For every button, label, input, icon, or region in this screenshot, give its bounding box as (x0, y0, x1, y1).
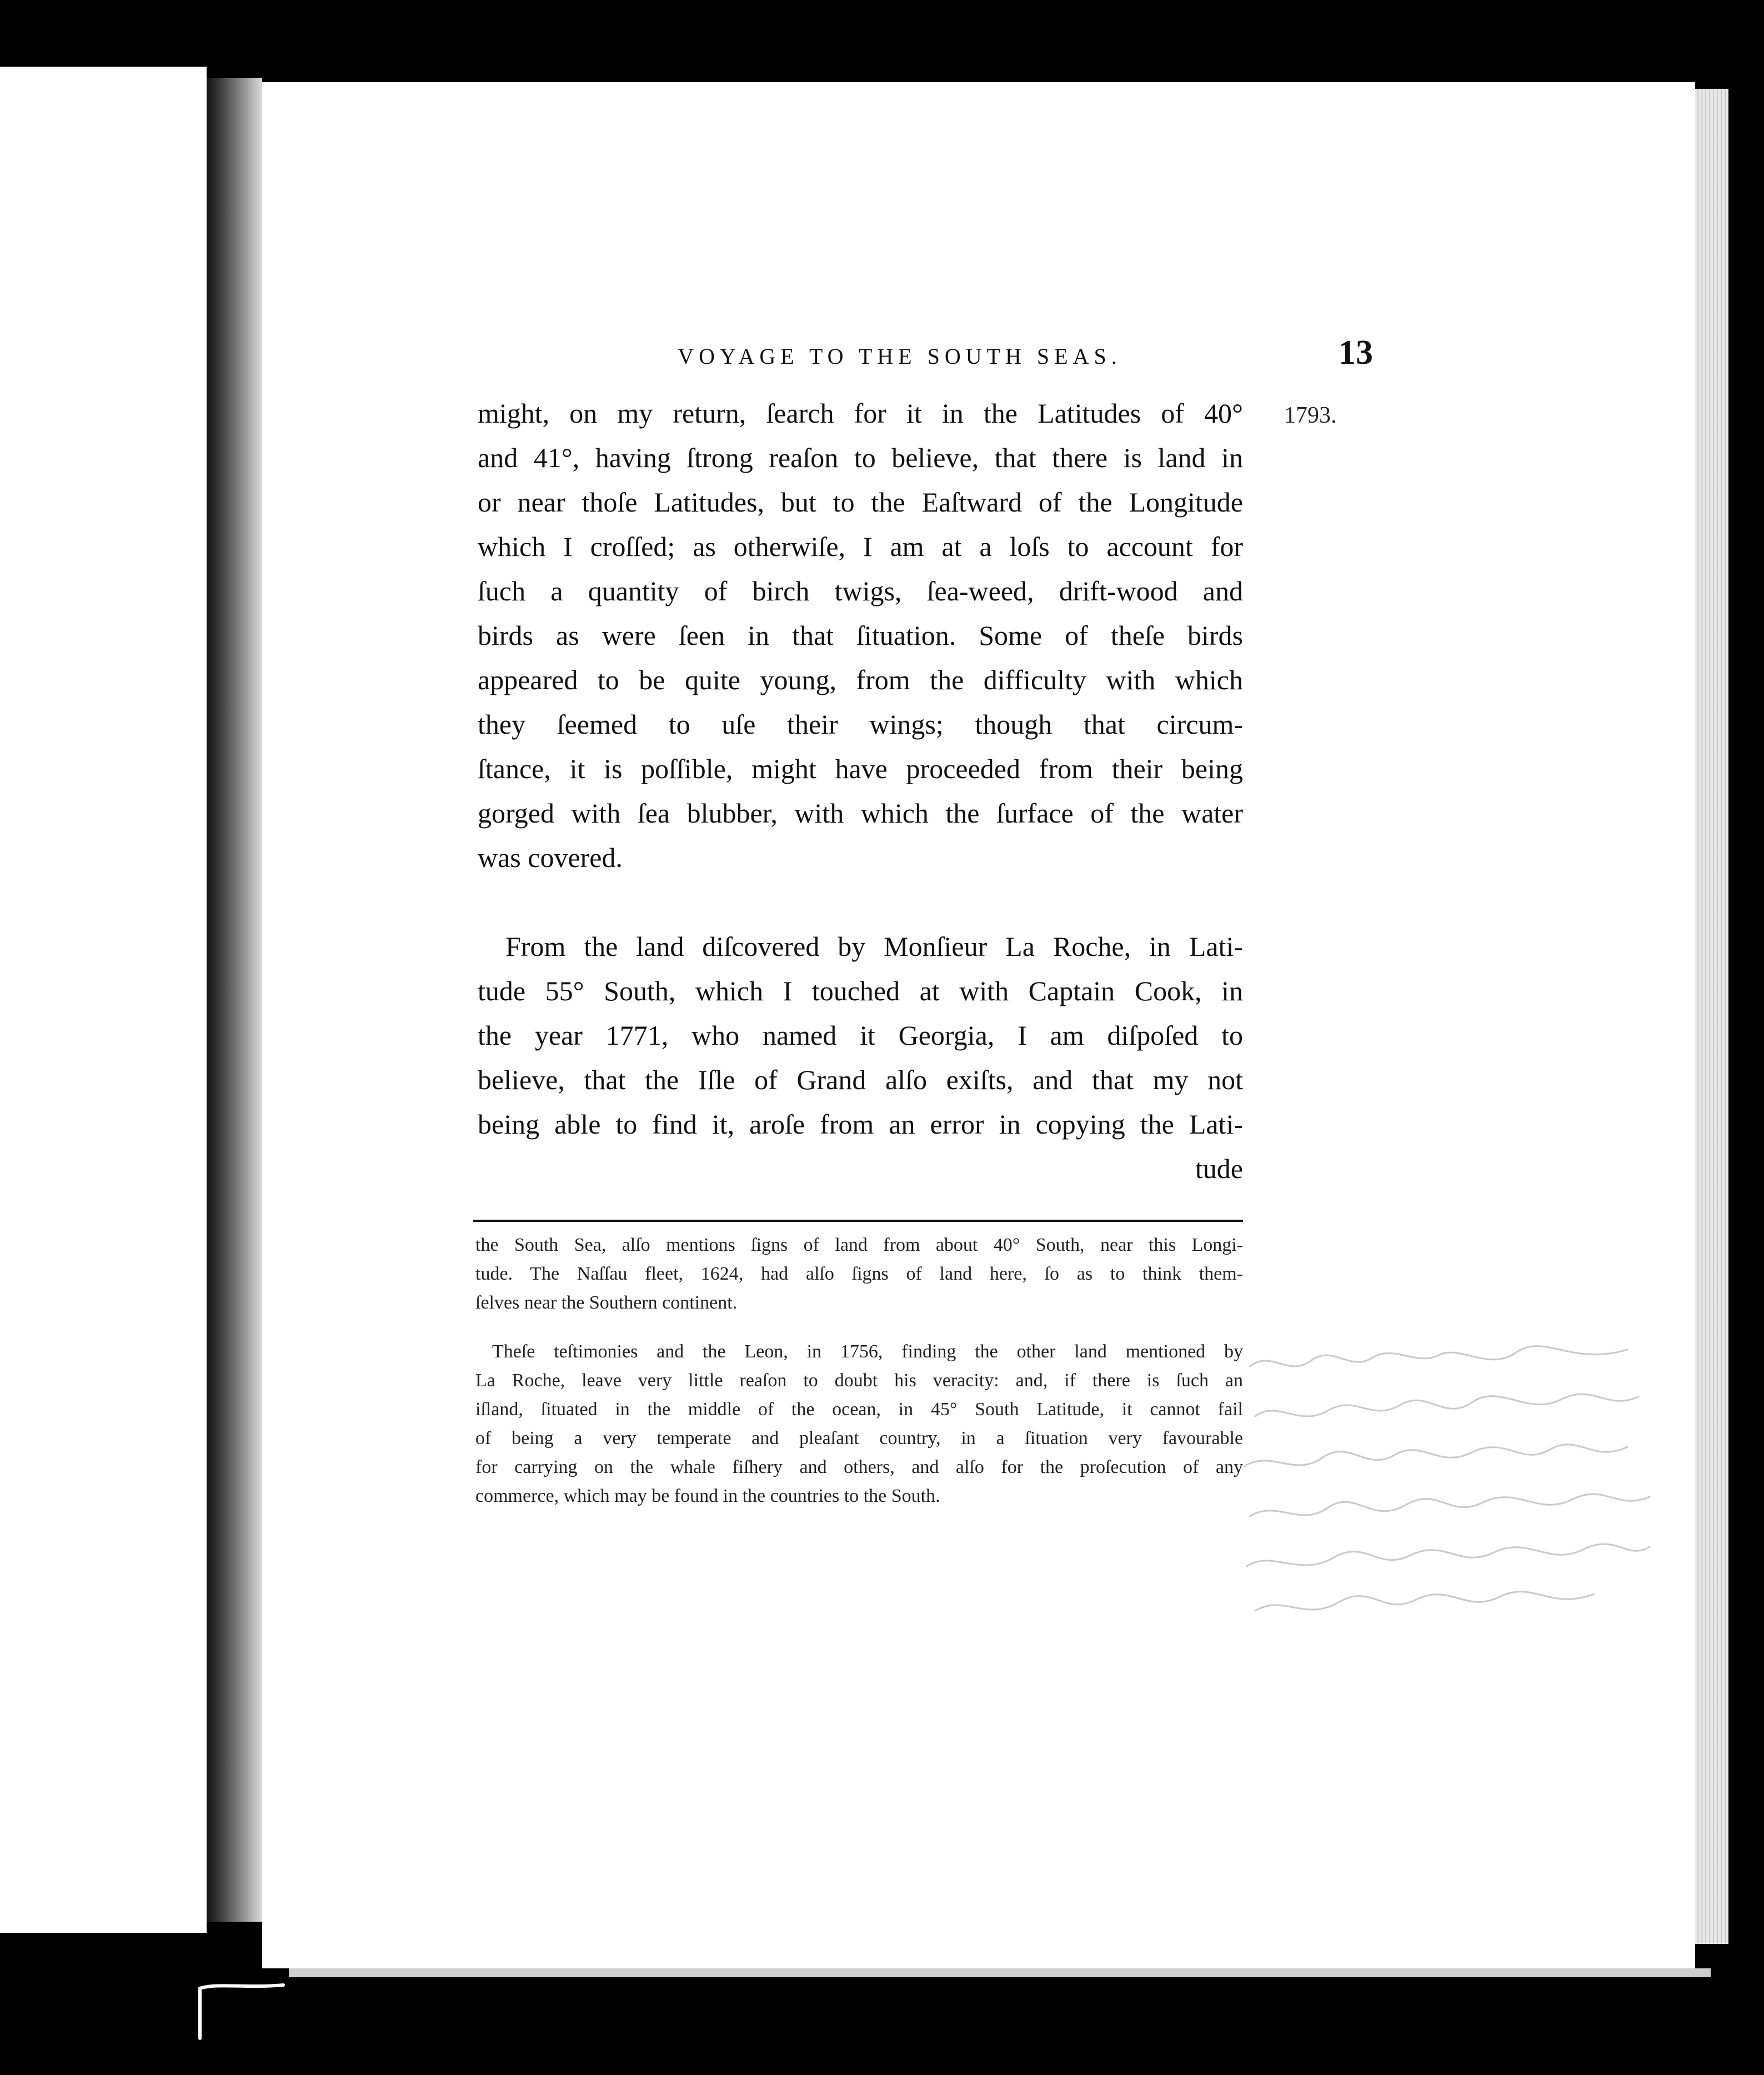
paragraph-2 (478, 924, 1243, 1191)
faint-handwritten-annotation (1239, 1333, 1661, 1644)
page-edges (1695, 89, 1728, 1944)
text-line: gorged with ſea blubber, with which the ſurface of the water (478, 798, 1243, 829)
text-line: being able to find it, aroſe from an error in copying the Lati- (478, 1109, 1243, 1140)
footnote-rule (473, 1220, 1243, 1222)
facing-page (0, 67, 207, 1933)
footnote-line: for carrying on the whale fiſhery and others, and alſo for the proſecution of any (475, 1457, 1243, 1477)
text-line: birds as were ſeen in that ſituation. Some of theſe birds (478, 620, 1243, 651)
page-number: 13 (1339, 334, 1373, 372)
text-line: and 41°, having ſtrong reaſon to believe, that there is land in (478, 442, 1243, 473)
text-line: appeared to be quite young, from the difficulty with which (478, 664, 1243, 695)
text-line: might, on my return, ſearch for it in the Latitudes of 40° (478, 398, 1243, 429)
text-line: ſtance, it is poſſible, might have proceeded from their being (478, 753, 1243, 784)
corner-registration-mark (194, 1977, 289, 2044)
footnote-line: ſelves near the Southern continent. (475, 1292, 738, 1313)
footnote-line: tude. The Naſſau fleet, 1624, had alſo ſigns of land here, ſo as to think them- (475, 1264, 1243, 1284)
footnote-line: Theſe teſtimonies and the Leon, in 1756, finding the other land mentioned by (492, 1341, 1243, 1362)
footnote-line: of being a very temperate and pleaſant country, in a ſituation very favourable (475, 1428, 1243, 1449)
text-line: they ſeemed to uſe their wings; though that circum- (478, 709, 1243, 740)
footnote-line: La Roche, leave very little reaſon to doubt his veracity: and, if there is ſuch an (475, 1370, 1243, 1391)
margin-year-note: 1793. (1284, 403, 1337, 428)
text-line: believe, that the Iſle of Grand alſo exiſts, and that my not (478, 1064, 1243, 1095)
book-gutter (207, 78, 262, 1922)
running-head: VOYAGE TO THE SOUTH SEAS. (678, 344, 1122, 369)
text-line: ſuch a quantity of birch twigs, ſea-weed, drift-wood and (478, 575, 1243, 607)
footnote-line: iſland, ſituated in the middle of the ocean, in 45° South Latitude, it cannot fail (475, 1399, 1243, 1420)
footnote-line: the South Sea, alſo mentions ſigns of land from about 40° South, near this Longi- (475, 1235, 1243, 1255)
text-line: the year 1771, who named it Georgia, I am diſpoſed to (478, 1020, 1243, 1051)
main-text (478, 391, 1243, 1191)
footnotes (475, 1231, 1243, 1511)
text-line: which I croſſed; as otherwiſe, I am at a loſs to account for (478, 531, 1243, 562)
paragraph-1 (478, 391, 1243, 880)
catchword: tude (1195, 1153, 1243, 1184)
text-line: or near thoſe Latitudes, but to the Eaſtward of the Longitude (478, 487, 1243, 518)
footnote-1 (475, 1231, 1243, 1317)
page-bottom-edge (289, 1968, 1711, 1977)
text-line: was covered. (478, 842, 623, 873)
footnote-2 (475, 1337, 1243, 1511)
text-line: From the land diſcovered by Monſieur La Roche, in Lati- (505, 931, 1243, 962)
text-line: tude 55° South, which I touched at with Captain Cook, in (478, 975, 1243, 1006)
footnote-line: commerce, which may be found in the countries to the South. (475, 1486, 940, 1506)
